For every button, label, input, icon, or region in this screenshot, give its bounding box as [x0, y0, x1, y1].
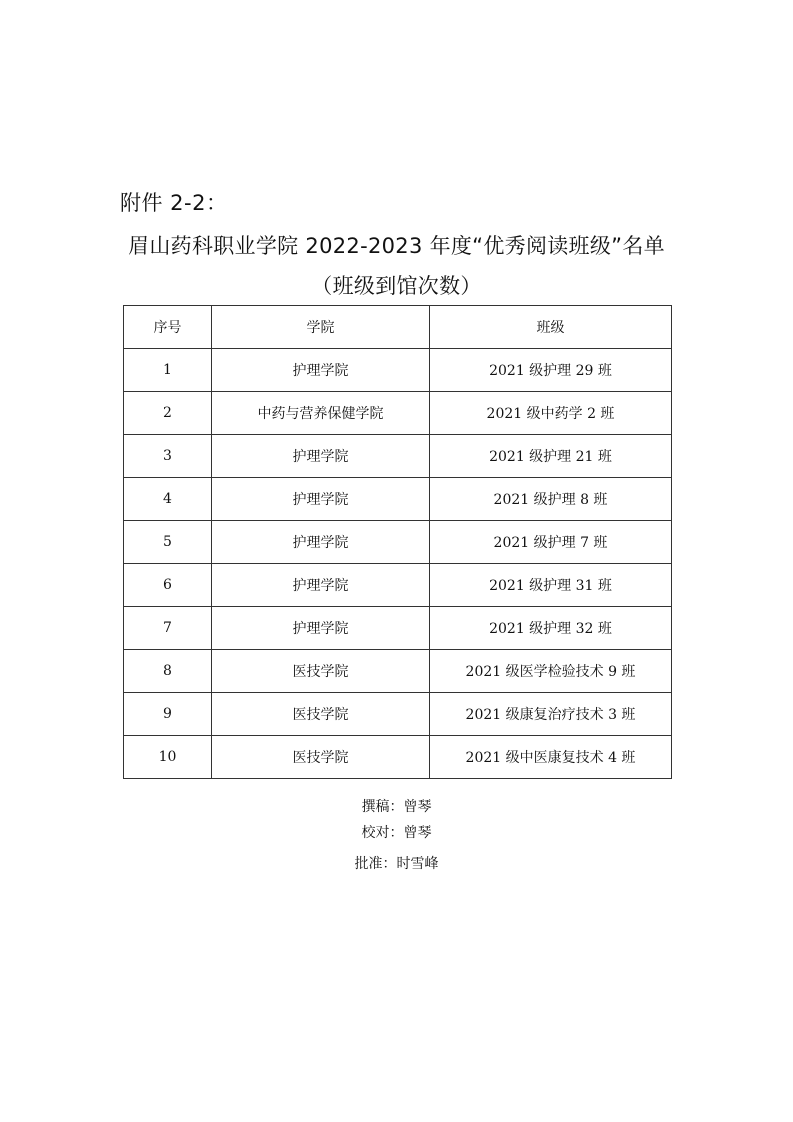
approved-by: 批准：时雪峰 [354, 856, 439, 872]
table-header-row [124, 306, 672, 349]
table-row [124, 693, 672, 736]
table-row [124, 478, 672, 521]
class-ranking-table [123, 305, 672, 779]
attachment-label: 附件 2-2： [120, 191, 228, 215]
cell-index: 2 [124, 392, 212, 435]
cell-class: 2021 级护理 31 班 [430, 564, 672, 607]
cell-index: 1 [124, 349, 212, 392]
cell-index: 6 [124, 564, 212, 607]
header-index: 序号 [124, 306, 212, 349]
cell-college: 医技学院 [212, 650, 430, 693]
table-row [124, 521, 672, 564]
cell-class: 2021 级护理 29 班 [430, 349, 672, 392]
cell-college: 医技学院 [212, 693, 430, 736]
table-row [124, 736, 672, 779]
header-college: 学院 [212, 306, 430, 349]
cell-class: 2021 级护理 32 班 [430, 607, 672, 650]
cell-index: 7 [124, 607, 212, 650]
table-row [124, 564, 672, 607]
proofread-by: 校对：曾琴 [361, 825, 432, 841]
drafted-by: 撰稿：曾琴 [361, 799, 432, 815]
cell-index: 4 [124, 478, 212, 521]
cell-index: 9 [124, 693, 212, 736]
cell-class: 2021 级康复治疗技术 3 班 [430, 693, 672, 736]
cell-college: 护理学院 [212, 478, 430, 521]
cell-college: 护理学院 [212, 521, 430, 564]
table-row [124, 607, 672, 650]
document-subtitle: （班级到馆次数） [311, 274, 482, 298]
cell-class: 2021 级中医康复技术 4 班 [430, 736, 672, 779]
cell-college: 护理学院 [212, 435, 430, 478]
cell-class: 2021 级中药学 2 班 [430, 392, 672, 435]
cell-college: 护理学院 [212, 607, 430, 650]
cell-college: 医技学院 [212, 736, 430, 779]
cell-class: 2021 级护理 21 班 [430, 435, 672, 478]
cell-college: 护理学院 [212, 349, 430, 392]
header-class: 班级 [430, 306, 672, 349]
cell-index: 5 [124, 521, 212, 564]
table-row [124, 650, 672, 693]
cell-college: 中药与营养保健学院 [212, 392, 430, 435]
cell-index: 10 [124, 736, 212, 779]
cell-class: 2021 级护理 8 班 [430, 478, 672, 521]
document-title: 眉山药科职业学院 2022-2023 年度“优秀阅读班级”名单 [128, 234, 665, 258]
cell-class: 2021 级护理 7 班 [430, 521, 672, 564]
cell-index: 3 [124, 435, 212, 478]
cell-index: 8 [124, 650, 212, 693]
table-row [124, 392, 672, 435]
cell-college: 护理学院 [212, 564, 430, 607]
table-row [124, 435, 672, 478]
cell-class: 2021 级医学检验技术 9 班 [430, 650, 672, 693]
table-row [124, 349, 672, 392]
